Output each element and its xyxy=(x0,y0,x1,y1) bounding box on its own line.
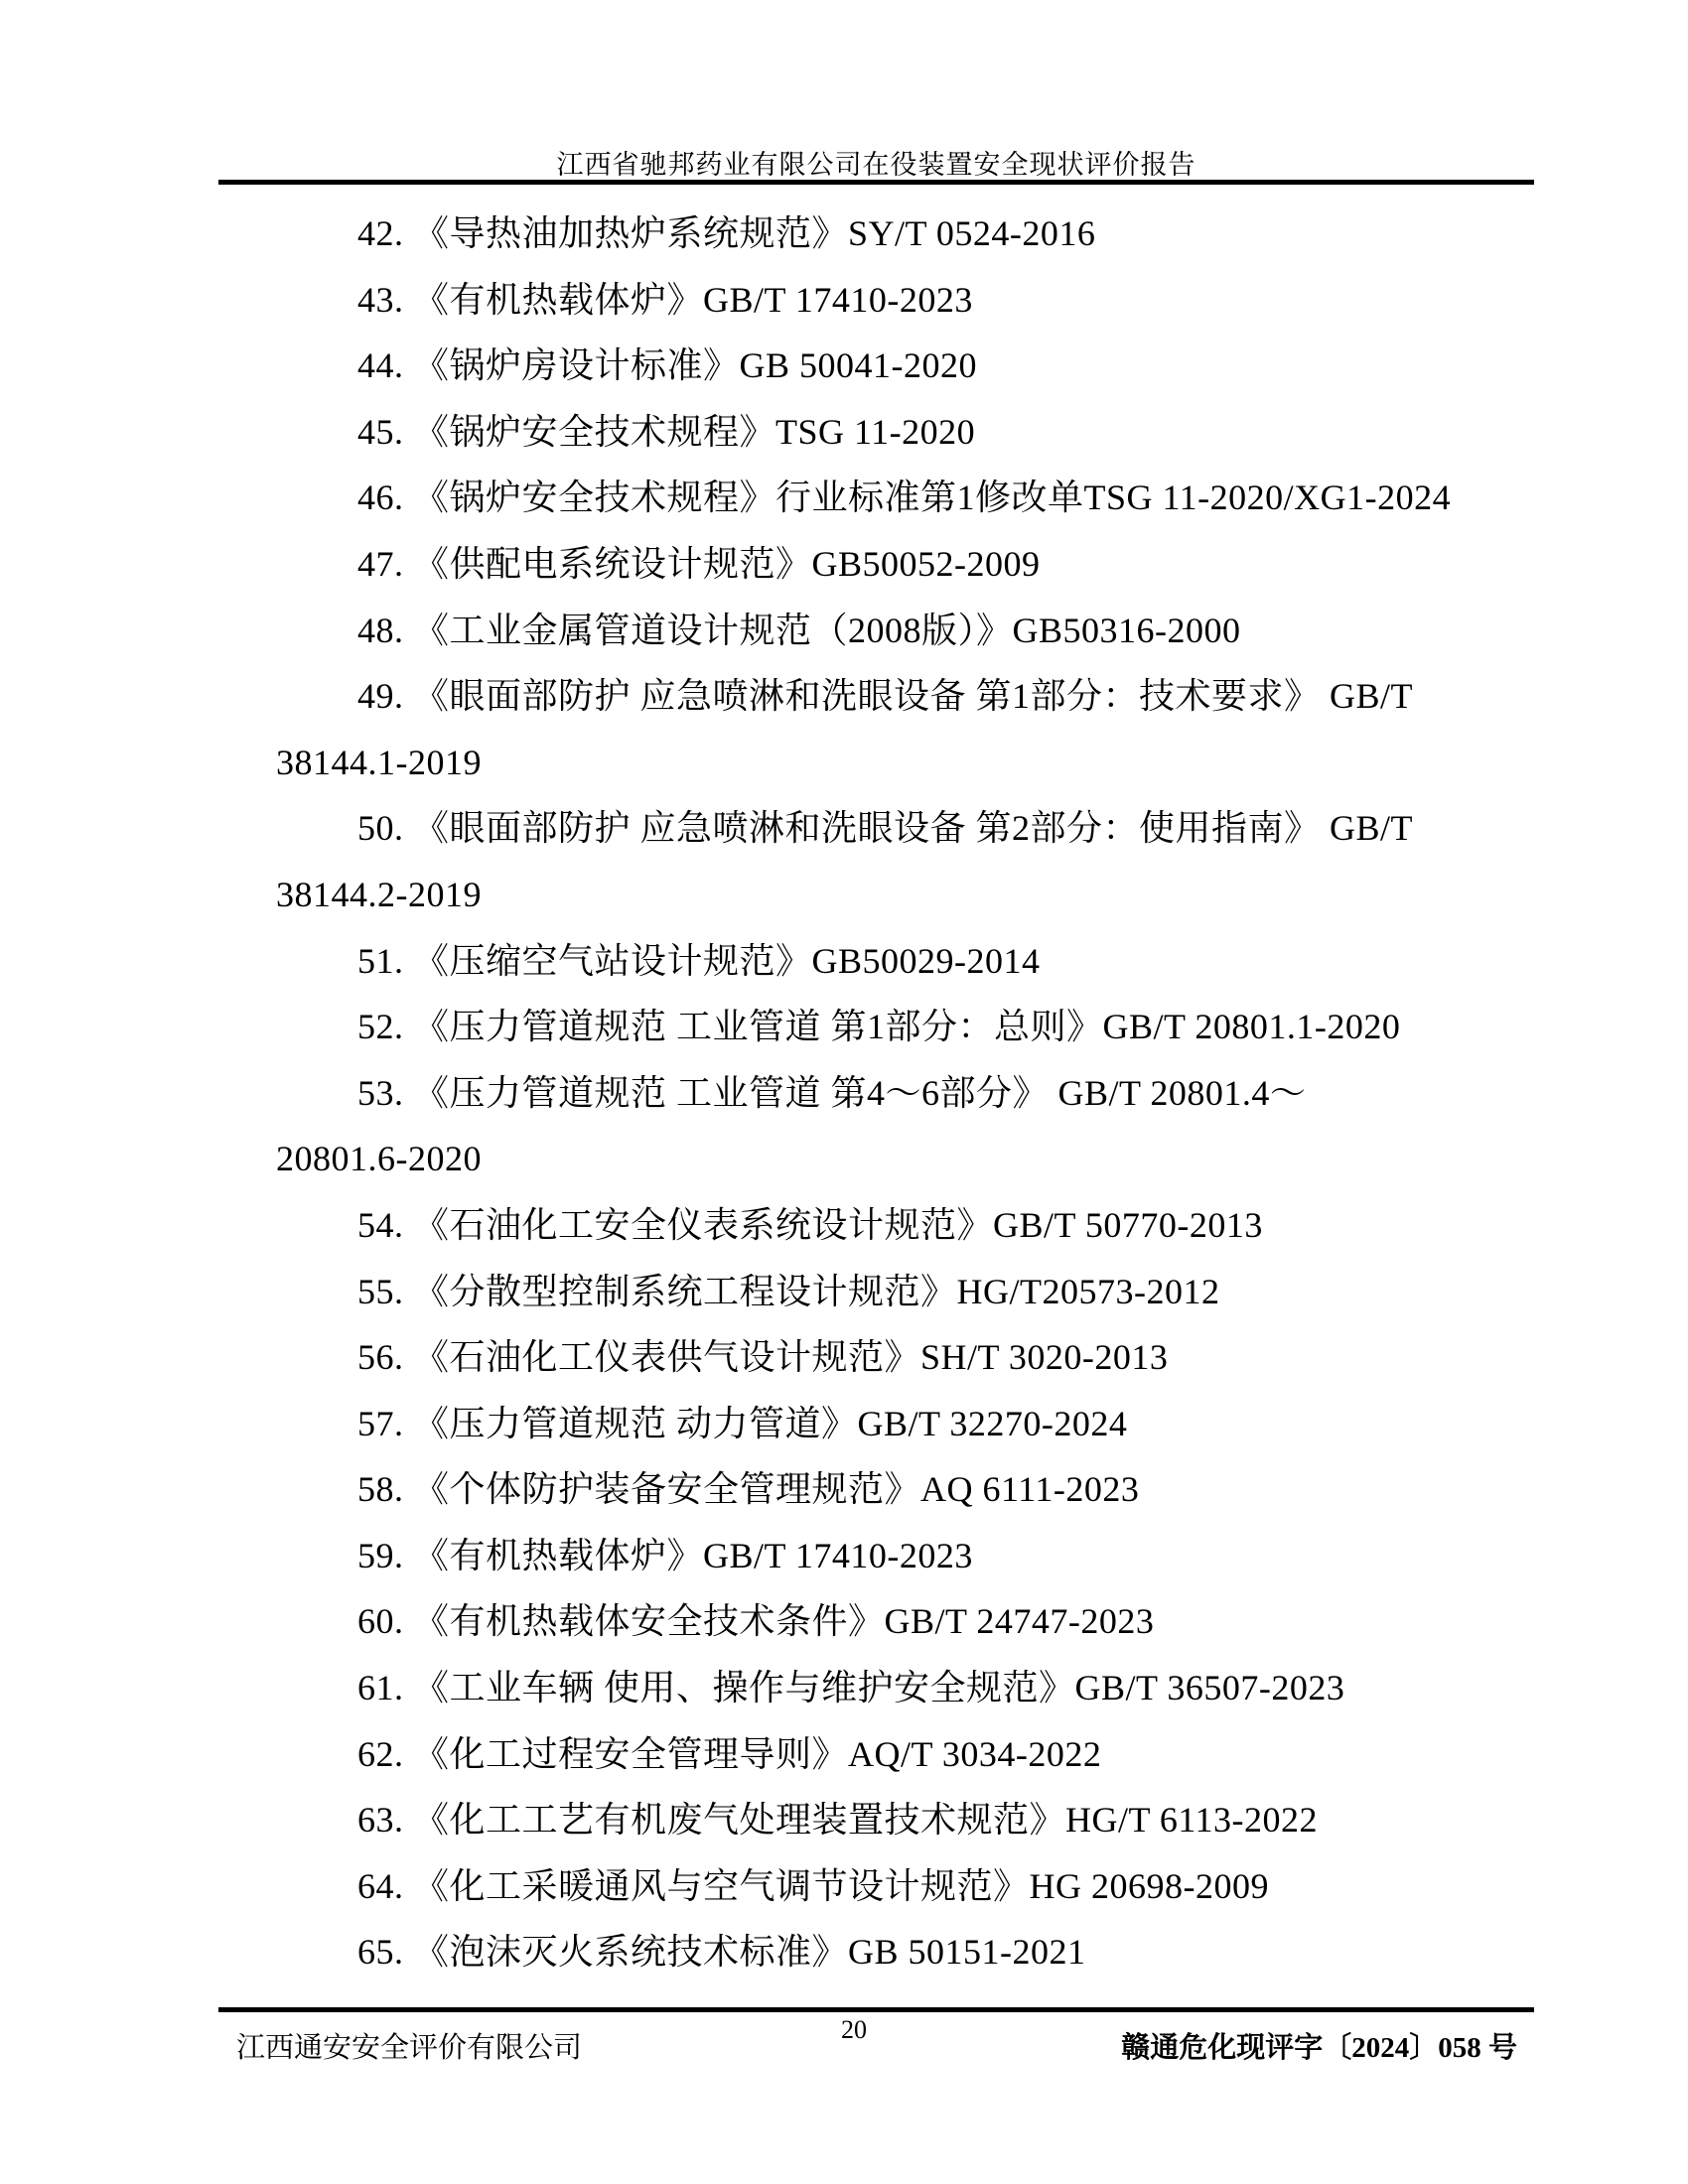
list-line: 46. 《锅炉安全技术规程》行业标准第1修改单TSG 11-2020/XG1-2024 xyxy=(357,478,1452,518)
footer-page-number: 20 xyxy=(841,2015,867,2044)
list-line: 38144.1-2019 xyxy=(276,742,482,782)
header-rule xyxy=(218,180,1534,185)
page-header-title: 江西省驰邦药业有限公司在役装置安全现状评价报告 xyxy=(556,150,1196,180)
list-line: 63. 《化工工艺有机废气处理装置技术规范》HG/T 6113-2022 xyxy=(357,1800,1318,1841)
list-line: 49. 《眼面部防护 应急喷淋和洗眼设备 第1部分：技术要求》 GB/T xyxy=(357,676,1414,717)
list-line: 58. 《个体防护装备安全管理规范》AQ 6111-2023 xyxy=(357,1469,1140,1510)
standards-list xyxy=(276,201,1557,1985)
list-line: 62. 《化工过程安全管理导则》AQ/T 3034-2022 xyxy=(357,1733,1102,1774)
list-line: 38144.2-2019 xyxy=(276,874,482,914)
list-line: 47. 《供配电系统设计规范》GB50052-2009 xyxy=(357,543,1041,584)
list-line: 45. 《锅炉安全技术规程》TSG 11-2020 xyxy=(357,411,976,452)
list-line: 60. 《有机热载体安全技术条件》GB/T 24747-2023 xyxy=(357,1601,1155,1642)
list-line: 52. 《压力管道规范 工业管道 第1部分：总则》GB/T 20801.1-2020 xyxy=(357,1007,1401,1047)
list-line: 42. 《导热油加热炉系统规范》SY/T 0524-2016 xyxy=(357,213,1096,253)
list-line: 56. 《石油化工仪表供气设计规范》SH/T 3020-2013 xyxy=(357,1337,1169,1378)
list-line: 64. 《化工采暖通风与空气调节设计规范》HG 20698-2009 xyxy=(357,1865,1269,1906)
list-line: 54. 《石油化工安全仪表系统设计规范》GB/T 50770-2013 xyxy=(357,1204,1263,1245)
list-line: 44. 《锅炉房设计标准》GB 50041-2020 xyxy=(357,345,977,386)
footer-company-name: 江西通安安全评价有限公司 xyxy=(236,2032,583,2064)
list-line: 20801.6-2020 xyxy=(276,1139,482,1179)
list-line: 55. 《分散型控制系统工程设计规范》HG/T20573-2012 xyxy=(357,1271,1220,1311)
list-line: 48. 《工业金属管道设计规范（2008版）》GB50316-2000 xyxy=(357,610,1241,650)
list-line: 53. 《压力管道规范 工业管道 第4～6部分》 GB/T 20801.4～ xyxy=(357,1072,1307,1113)
footer-doc-number: 赣通危化现评字〔2024〕058 号 xyxy=(1121,2032,1517,2064)
list-line: 61. 《工业车辆 使用、操作与维护安全规范》GB/T 36507-2023 xyxy=(357,1668,1345,1708)
list-line: 51. 《压缩空气站设计规范》GB50029-2014 xyxy=(357,940,1041,981)
list-line: 43. 《有机热载体炉》GB/T 17410-2023 xyxy=(357,279,973,320)
list-line: 59. 《有机热载体炉》GB/T 17410-2023 xyxy=(357,1535,973,1575)
list-line: 50. 《眼面部防护 应急喷淋和洗眼设备 第2部分：使用指南》 GB/T xyxy=(357,808,1414,849)
list-line: 57. 《压力管道规范 动力管道》GB/T 32270-2024 xyxy=(357,1403,1128,1443)
footer-rule xyxy=(218,2007,1534,2012)
list-line: 65. 《泡沫灭火系统技术标准》GB 50151-2021 xyxy=(357,1932,1086,1973)
